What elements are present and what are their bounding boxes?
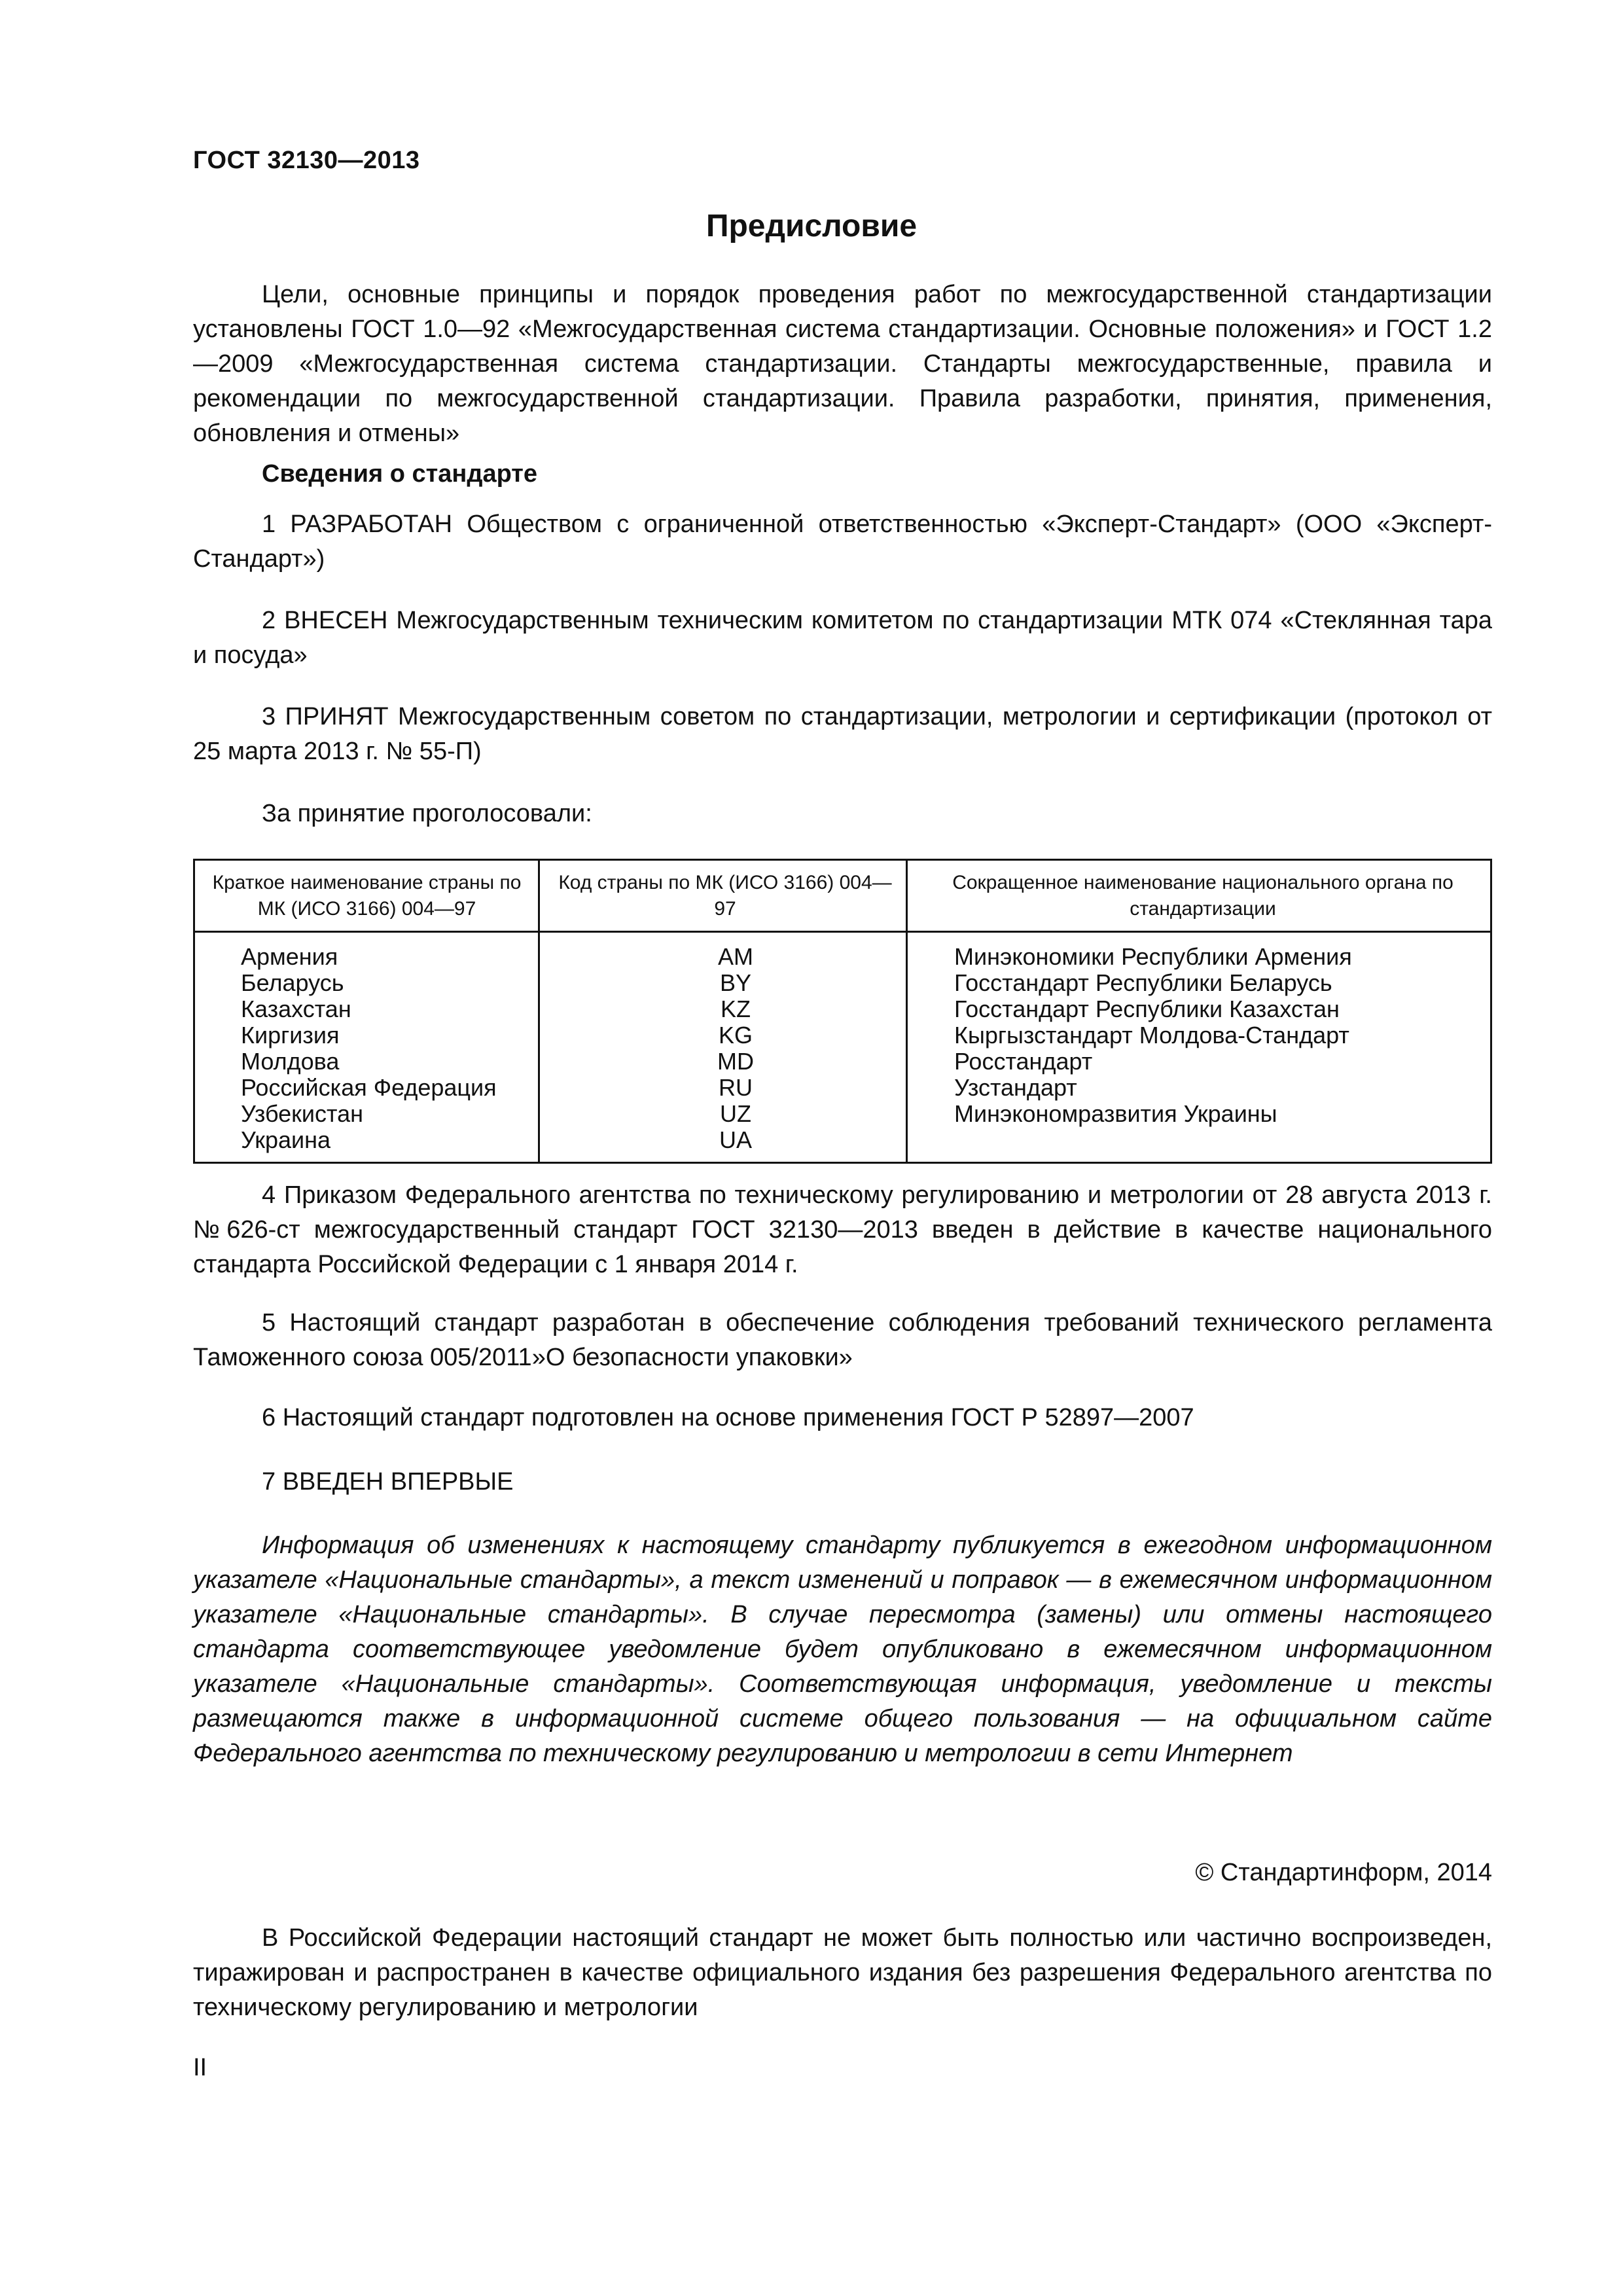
table-cell: Узбекистан xyxy=(241,1100,364,1127)
item-6: 6 Настоящий стандарт подготовлен на основе применения ГОСТ Р 52897—2007 xyxy=(262,1404,1194,1431)
table-cell: Российская Федерация xyxy=(241,1074,497,1101)
table-cell: KG xyxy=(718,1022,753,1049)
item-1: 1 РАЗРАБОТАН Обществом с ограниченной ответственностью «Эксперт-Стандарт» (ООО «Эксперт-Стандарт») xyxy=(193,511,1492,573)
table-cell: Казахстан xyxy=(241,996,351,1022)
item-7: 7 ВВЕДЕН ВПЕРВЫЕ xyxy=(262,1468,514,1496)
table-cell: Минэкономразвития Украины xyxy=(954,1100,1277,1127)
table-cell: Кыргызстандарт Молдова-Стандарт xyxy=(954,1022,1349,1049)
code-column xyxy=(554,944,918,1153)
item-2: 2 ВНЕСЕН Межгосударственным техническим комитетом по стандартизации МТК 074 «Стеклянная тара и посуда» xyxy=(193,607,1492,669)
vote-label: За принятие проголосовали: xyxy=(262,800,592,827)
page-number: II xyxy=(193,2054,207,2081)
voting-table xyxy=(193,859,1492,1164)
table-cell: Киргизия xyxy=(241,1022,340,1049)
item-4: 4 Приказом Федерального агентства по техническому регулированию и метрологии от 28 августа 2013 г. №626-ст межгосударственный стандарт ГОСТ 32130—2013 введен в действие в качестве национального стандарта Российской Федерации с 1 января 2014 г. xyxy=(193,1181,1492,1278)
table-cell: AM xyxy=(718,943,753,970)
table-cell: Госстандарт Республики Казахстан xyxy=(954,996,1340,1022)
table-cell: Росстандарт xyxy=(954,1048,1093,1075)
page-title: Предисловие xyxy=(705,209,918,243)
italic-note: Информация об изменениях к настоящему стандарту публикуется в ежегодном информационном указателе «Национальные стандарты», а текст изменений и поправок — в ежемесячном информационном указателе «Национальные стандарты». В случае пересмотра (замены) или отмены настоящего стандарта соответствующее уведомление будет опубликовано в ежемесячном информационном указателе «Национальные стандарты». Соответствующая информация, уведомление и тексты размещаются также в информационной системе общего пользования — на официальном сайте Федерального агентства по техническому регулированию и метрологии в сети Интернет xyxy=(193,1532,1492,1767)
table-cell: KZ xyxy=(720,996,751,1022)
info-heading: Сведения о стандарте xyxy=(262,460,538,488)
table-cell: UZ xyxy=(720,1100,751,1127)
table-divider xyxy=(538,861,540,1162)
item-3: 3 ПРИНЯТ Межгосударственным советом по стандартизации, метрологии и сертификации (протокол от 25 марта 2013 г. № 55-П) xyxy=(193,703,1492,765)
header-country: Краткое наименование страны по МК (ИСО 3166) 004—97 xyxy=(212,872,522,920)
table-cell: Минэкономики Республики Армения xyxy=(954,943,1352,970)
table-cell: Беларусь xyxy=(241,969,344,996)
table-cell: RU xyxy=(719,1074,753,1101)
legal-notice: В Российской Федерации настоящий стандарт не может быть полностью или частично воспроизведен, тиражирован и распространен в качестве официального издания без разрешения Федерального агентства по техническому регулированию и метрологии xyxy=(193,1924,1492,2021)
table-cell: Молдова xyxy=(241,1048,340,1075)
table-cell: BY xyxy=(719,969,752,996)
table-cell: Армения xyxy=(241,943,338,970)
intro-paragraph: Цели, основные принципы и порядок проведения работ по межгосударственной стандартизации установлены ГОСТ 1.0—92 «Межгосударственная система стандартизации. Основные положения» и ГОСТ 1.2—2009 «Межгосударственная система стандартизации. Стандарты межгосударственные, правила и рекомендации по межгосударственной стандартизации. Правила разработки, принятия, применения, обновления и отмены» xyxy=(193,281,1492,447)
table-cell: MD xyxy=(717,1048,754,1075)
table-cell: Госстандарт Республики Беларусь xyxy=(954,969,1332,996)
copyright: © Стандартинформ, 2014 xyxy=(1195,1859,1492,1886)
document-header: ГОСТ 32130—2013 xyxy=(193,147,420,174)
country-column xyxy=(241,944,497,1153)
body-column xyxy=(954,944,1352,1127)
table-cell: Узстандарт xyxy=(954,1074,1077,1101)
header-code: Код страны по МК (ИСО 3166) 004—97 xyxy=(558,872,892,920)
table-cell: UA xyxy=(719,1126,752,1153)
item-5: 5 Настоящий стандарт разработан в обеспечение соблюдения требований технического регламента Таможенного союза 005/2011»О безопасности упаковки» xyxy=(193,1309,1492,1371)
table-cell: Украина xyxy=(241,1126,331,1153)
header-body: Сокращенное наименование национального органа по стандартизации xyxy=(952,872,1454,920)
